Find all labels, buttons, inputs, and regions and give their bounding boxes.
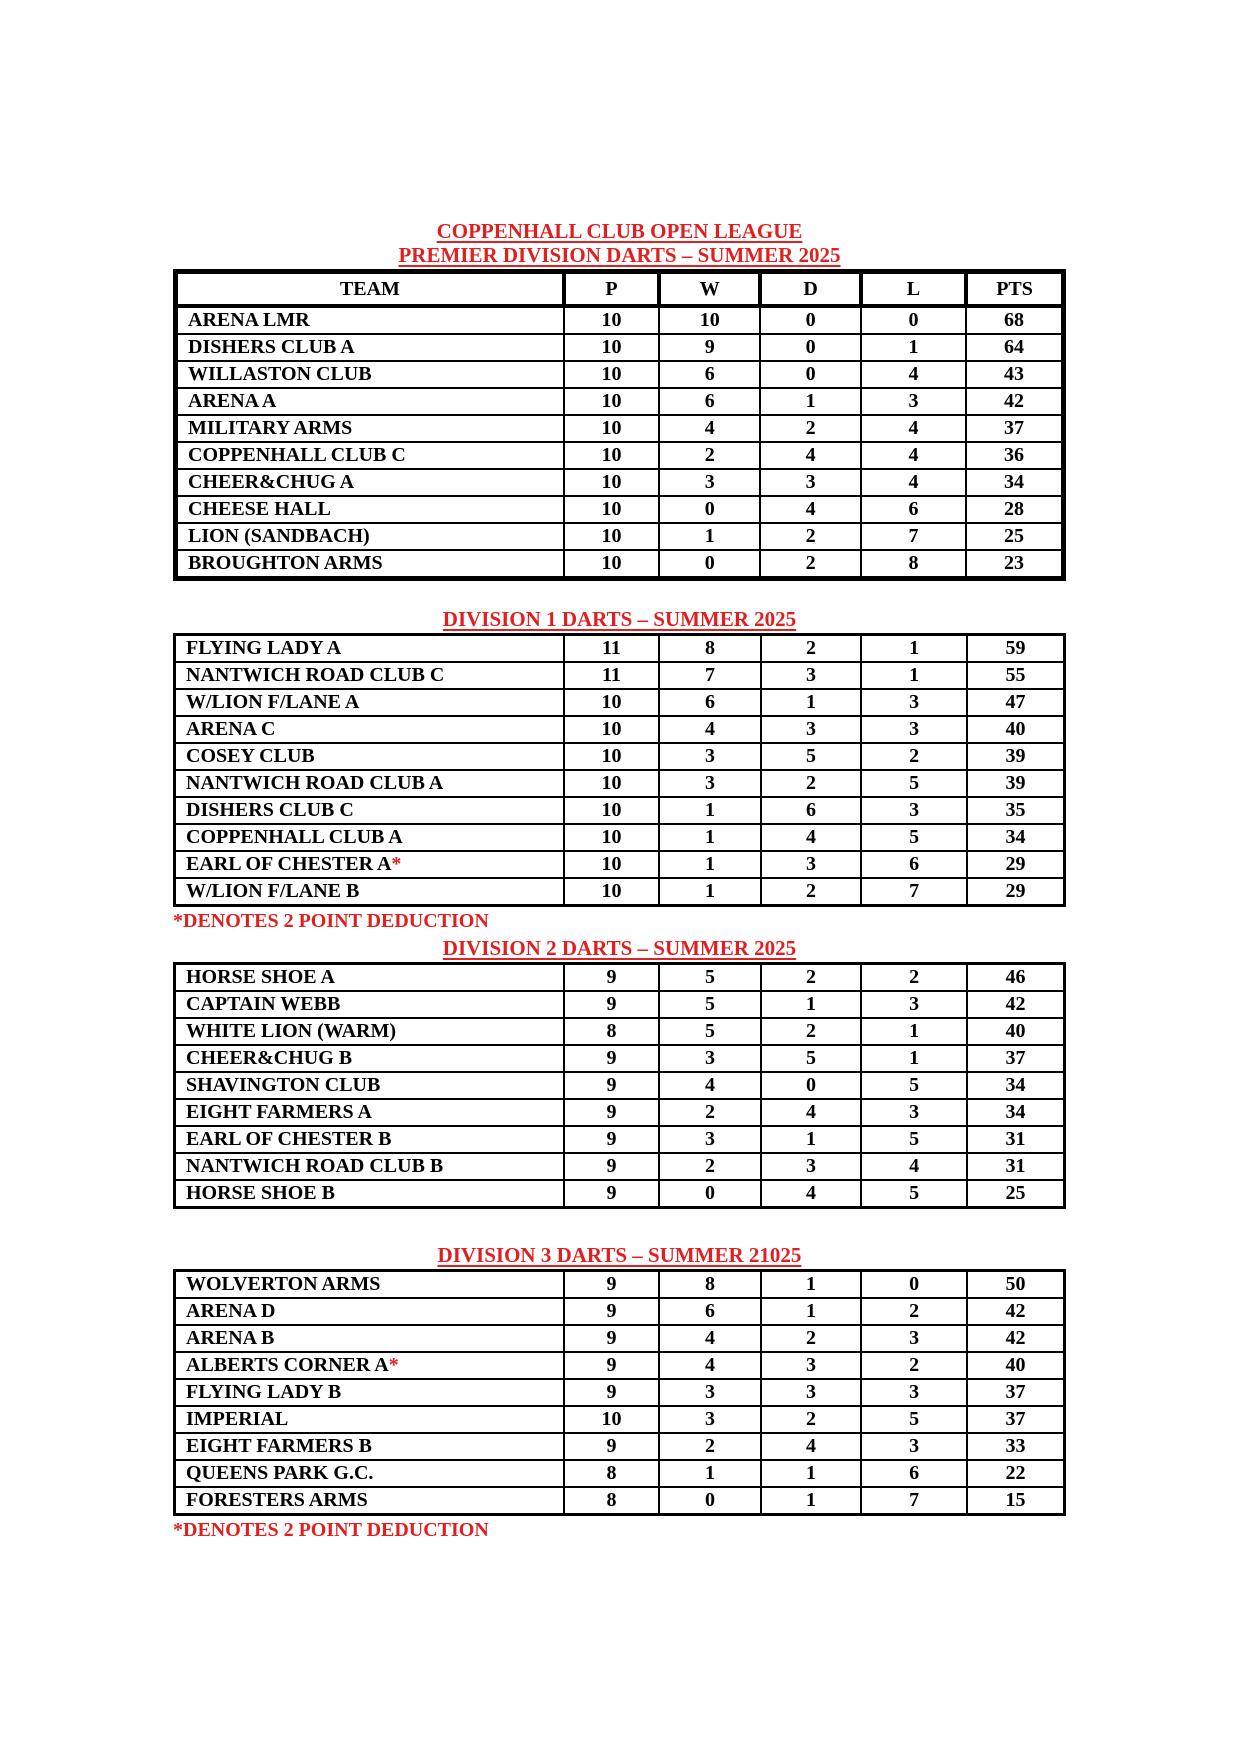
d-cell: 1 [761, 1487, 862, 1515]
d-cell: 1 [761, 1126, 862, 1153]
team-name-cell: ARENA D [175, 1298, 564, 1325]
pts-cell: 39 [967, 743, 1065, 770]
table-row [175, 743, 1065, 770]
d-cell: 0 [760, 361, 860, 388]
division-title: DIVISION 3 DARTS – SUMMER 21025 [437, 1243, 802, 1267]
pts-cell: 35 [967, 797, 1065, 824]
w-cell: 1 [659, 797, 761, 824]
team-name-cell: NANTWICH ROAD CLUB A [175, 770, 564, 797]
l-cell: 0 [861, 306, 966, 334]
pts-cell: 39 [967, 770, 1065, 797]
pts-cell: 22 [967, 1460, 1065, 1487]
deduction-footnote: *DENOTES 2 POINT DEDUCTION [173, 1519, 489, 1541]
d-cell: 3 [760, 469, 860, 496]
table-row [176, 415, 1064, 442]
p-cell: 10 [564, 415, 659, 442]
w-cell: 10 [659, 306, 760, 334]
w-cell: 3 [659, 1126, 761, 1153]
l-cell: 5 [861, 824, 967, 851]
w-cell: 1 [659, 523, 760, 550]
w-cell: 3 [659, 743, 761, 770]
w-cell: 0 [659, 1487, 761, 1515]
division-1 [173, 607, 1066, 932]
d-cell: 1 [761, 1460, 862, 1487]
d-cell: 1 [761, 689, 862, 716]
table-body [176, 306, 1064, 579]
w-cell: 5 [659, 964, 761, 992]
l-cell: 7 [861, 523, 966, 550]
table-row [175, 662, 1065, 689]
pts-cell: 68 [966, 306, 1063, 334]
team-name-cell: DISHERS CLUB C [175, 797, 564, 824]
column-header-p: P [564, 272, 659, 307]
team-name-cell: NANTWICH ROAD CLUB C [175, 662, 564, 689]
w-cell: 1 [659, 1460, 761, 1487]
p-cell: 11 [564, 662, 660, 689]
pts-cell: 40 [967, 1352, 1065, 1379]
w-cell: 9 [659, 334, 760, 361]
table-row [175, 1487, 1065, 1515]
column-header-w: W [659, 272, 760, 307]
w-cell: 0 [659, 496, 760, 523]
team-name-cell: CHEER&CHUG A [176, 469, 564, 496]
table-row [175, 1379, 1065, 1406]
pts-cell: 23 [966, 550, 1063, 579]
pts-cell: 55 [967, 662, 1065, 689]
p-cell: 10 [564, 1406, 660, 1433]
division-title: PREMIER DIVISION DARTS – SUMMER 2025 [398, 243, 841, 267]
d-cell: 6 [761, 797, 862, 824]
l-cell: 3 [861, 689, 967, 716]
d-cell: 3 [761, 662, 862, 689]
p-cell: 11 [564, 635, 660, 663]
l-cell: 5 [861, 1072, 967, 1099]
d-cell: 2 [761, 1406, 862, 1433]
d-cell: 2 [761, 635, 862, 663]
team-name-cell: ARENA C [175, 716, 564, 743]
table-body [175, 1271, 1065, 1515]
p-cell: 8 [564, 1460, 660, 1487]
d-cell: 3 [761, 1379, 862, 1406]
l-cell: 3 [861, 797, 967, 824]
p-cell: 9 [564, 1325, 660, 1352]
league-table [173, 269, 1066, 581]
deduction-footnote: *DENOTES 2 POINT DEDUCTION [173, 910, 489, 932]
l-cell: 1 [861, 1045, 967, 1072]
table-row [176, 442, 1064, 469]
d-cell: 2 [761, 770, 862, 797]
w-cell: 7 [659, 662, 761, 689]
pts-cell: 59 [967, 635, 1065, 663]
team-name-cell: WOLVERTON ARMS [175, 1271, 564, 1299]
table-row [175, 1271, 1065, 1299]
l-cell: 3 [861, 1379, 967, 1406]
pts-cell: 34 [967, 1072, 1065, 1099]
table-row [175, 770, 1065, 797]
team-name-cell: CHEER&CHUG B [175, 1045, 564, 1072]
d-cell: 4 [760, 496, 860, 523]
table-body [175, 635, 1065, 906]
division-2 [173, 936, 1066, 1209]
table-row [176, 361, 1064, 388]
table-body [175, 964, 1065, 1208]
d-cell: 3 [761, 716, 862, 743]
d-cell: 1 [761, 1271, 862, 1299]
l-cell: 4 [861, 415, 966, 442]
pts-cell: 42 [967, 1298, 1065, 1325]
d-cell: 2 [761, 1325, 862, 1352]
w-cell: 1 [659, 851, 761, 878]
team-name-cell: BROUGHTON ARMS [176, 550, 564, 579]
p-cell: 10 [564, 770, 660, 797]
pts-cell: 43 [966, 361, 1063, 388]
l-cell: 5 [861, 1406, 967, 1433]
team-name-cell: FLYING LADY B [175, 1379, 564, 1406]
l-cell: 4 [861, 469, 966, 496]
d-cell: 5 [761, 1045, 862, 1072]
p-cell: 10 [564, 689, 660, 716]
w-cell: 4 [659, 716, 761, 743]
p-cell: 9 [564, 991, 660, 1018]
p-cell: 10 [564, 388, 659, 415]
table-row [176, 306, 1064, 334]
header-row [176, 272, 1064, 307]
team-name-cell: EIGHT FARMERS A [175, 1099, 564, 1126]
p-cell: 10 [564, 306, 659, 334]
division-title: DIVISION 2 DARTS – SUMMER 2025 [442, 936, 797, 960]
p-cell: 9 [564, 1298, 660, 1325]
l-cell: 3 [861, 1433, 967, 1460]
team-name-cell: EARL OF CHESTER B [175, 1126, 564, 1153]
p-cell: 9 [564, 1433, 660, 1460]
team-name-cell: QUEENS PARK G.C. [175, 1460, 564, 1487]
l-cell: 4 [861, 442, 966, 469]
pts-cell: 28 [966, 496, 1063, 523]
team-name-cell: EIGHT FARMERS B [175, 1433, 564, 1460]
l-cell: 3 [861, 1099, 967, 1126]
pts-cell: 50 [967, 1271, 1065, 1299]
team-name-cell: WHITE LION (WARM) [175, 1018, 564, 1045]
pts-cell: 15 [967, 1487, 1065, 1515]
pts-cell: 37 [966, 415, 1063, 442]
p-cell: 9 [564, 1072, 660, 1099]
pts-cell: 25 [966, 523, 1063, 550]
team-name-cell: ARENA LMR [176, 306, 564, 334]
p-cell: 10 [564, 469, 659, 496]
d-cell: 3 [761, 851, 862, 878]
team-name-cell: ALBERTS CORNER A* [175, 1352, 564, 1379]
w-cell: 3 [659, 469, 760, 496]
p-cell: 8 [564, 1487, 660, 1515]
p-cell: 9 [564, 1045, 660, 1072]
w-cell: 5 [659, 991, 761, 1018]
pts-cell: 31 [967, 1126, 1065, 1153]
pts-cell: 34 [966, 469, 1063, 496]
pts-cell: 37 [967, 1045, 1065, 1072]
l-cell: 6 [861, 851, 967, 878]
w-cell: 1 [659, 878, 761, 906]
d-cell: 0 [760, 306, 860, 334]
d-cell: 0 [760, 334, 860, 361]
w-cell: 6 [659, 689, 761, 716]
league-title: COPPENHALL CLUB OPEN LEAGUE [436, 219, 803, 243]
l-cell: 5 [861, 1180, 967, 1208]
table-row [175, 797, 1065, 824]
p-cell: 10 [564, 824, 660, 851]
table-row [175, 1325, 1065, 1352]
d-cell: 2 [761, 964, 862, 992]
column-header-team: TEAM [176, 272, 564, 307]
document-content [173, 0, 1066, 1541]
w-cell: 3 [659, 1045, 761, 1072]
team-name-cell: HORSE SHOE B [175, 1180, 564, 1208]
division-title: DIVISION 1 DARTS – SUMMER 2025 [442, 607, 797, 631]
l-cell: 6 [861, 1460, 967, 1487]
table-row [175, 824, 1065, 851]
table-row [175, 1099, 1065, 1126]
w-cell: 6 [659, 1298, 761, 1325]
d-cell: 5 [761, 743, 862, 770]
w-cell: 8 [659, 1271, 761, 1299]
l-cell: 0 [861, 1271, 967, 1299]
w-cell: 6 [659, 361, 760, 388]
table-row [175, 991, 1065, 1018]
w-cell: 4 [659, 1352, 761, 1379]
league-table [173, 633, 1066, 907]
team-name-cell: COSEY CLUB [175, 743, 564, 770]
league-table [173, 962, 1066, 1209]
d-cell: 2 [761, 1018, 862, 1045]
table-row [175, 1406, 1065, 1433]
l-cell: 1 [861, 334, 966, 361]
division-0 [173, 243, 1066, 581]
p-cell: 10 [564, 851, 660, 878]
table-row [176, 334, 1064, 361]
w-cell: 2 [659, 442, 760, 469]
pts-cell: 34 [967, 1099, 1065, 1126]
d-cell: 4 [761, 1180, 862, 1208]
w-cell: 8 [659, 635, 761, 663]
table-row [176, 496, 1064, 523]
team-name-cell: CHEESE HALL [176, 496, 564, 523]
d-cell: 2 [760, 523, 860, 550]
table-row [176, 388, 1064, 415]
pts-cell: 37 [967, 1379, 1065, 1406]
d-cell: 1 [761, 991, 862, 1018]
l-cell: 1 [861, 662, 967, 689]
table-row [175, 878, 1065, 906]
p-cell: 9 [564, 1271, 660, 1299]
table-row [176, 523, 1064, 550]
p-cell: 9 [564, 1180, 660, 1208]
table-row [175, 1126, 1065, 1153]
p-cell: 10 [564, 442, 659, 469]
pts-cell: 36 [966, 442, 1063, 469]
w-cell: 0 [659, 550, 760, 579]
table-row [176, 469, 1064, 496]
w-cell: 3 [659, 1406, 761, 1433]
team-name-cell: IMPERIAL [175, 1406, 564, 1433]
w-cell: 4 [659, 1072, 761, 1099]
pts-cell: 42 [967, 1325, 1065, 1352]
table-row [175, 1352, 1065, 1379]
table-row [175, 1433, 1065, 1460]
w-cell: 6 [659, 388, 760, 415]
pts-cell: 40 [967, 1018, 1065, 1045]
d-cell: 2 [761, 878, 862, 906]
w-cell: 3 [659, 1379, 761, 1406]
p-cell: 10 [564, 716, 660, 743]
column-header-pts: PTS [966, 272, 1063, 307]
pts-cell: 25 [967, 1180, 1065, 1208]
w-cell: 2 [659, 1433, 761, 1460]
pts-cell: 37 [967, 1406, 1065, 1433]
pts-cell: 29 [967, 878, 1065, 906]
pts-cell: 34 [967, 824, 1065, 851]
l-cell: 3 [861, 1325, 967, 1352]
column-header-l: L [861, 272, 966, 307]
d-cell: 2 [760, 415, 860, 442]
team-name-cell: NANTWICH ROAD CLUB B [175, 1153, 564, 1180]
pts-cell: 64 [966, 334, 1063, 361]
table-row [175, 635, 1065, 663]
table-row [175, 1298, 1065, 1325]
division-3 [173, 1243, 1066, 1541]
pts-cell: 42 [967, 991, 1065, 1018]
team-name-cell: WILLASTON CLUB [176, 361, 564, 388]
table-row [175, 851, 1065, 878]
p-cell: 8 [564, 1018, 660, 1045]
p-cell: 10 [564, 523, 659, 550]
l-cell: 1 [861, 1018, 967, 1045]
w-cell: 1 [659, 824, 761, 851]
team-name-cell: CAPTAIN WEBB [175, 991, 564, 1018]
pts-cell: 42 [966, 388, 1063, 415]
l-cell: 3 [861, 716, 967, 743]
p-cell: 10 [564, 361, 659, 388]
p-cell: 10 [564, 550, 659, 579]
table-row [175, 1072, 1065, 1099]
table-row [175, 1018, 1065, 1045]
team-name-cell: HORSE SHOE A [175, 964, 564, 992]
d-cell: 0 [761, 1072, 862, 1099]
w-cell: 4 [659, 1325, 761, 1352]
l-cell: 5 [861, 770, 967, 797]
team-name-cell: COPPENHALL CLUB C [176, 442, 564, 469]
p-cell: 9 [564, 1099, 660, 1126]
p-cell: 10 [564, 743, 660, 770]
pts-cell: 46 [967, 964, 1065, 992]
team-name-cell: ARENA A [176, 388, 564, 415]
d-cell: 3 [761, 1153, 862, 1180]
d-cell: 3 [761, 1352, 862, 1379]
divisions-container [173, 243, 1066, 1541]
team-name-cell: MILITARY ARMS [176, 415, 564, 442]
p-cell: 10 [564, 878, 660, 906]
p-cell: 9 [564, 964, 660, 992]
d-cell: 4 [761, 1099, 862, 1126]
pts-cell: 40 [967, 716, 1065, 743]
table-row [175, 1460, 1065, 1487]
l-cell: 1 [861, 635, 967, 663]
pts-cell: 33 [967, 1433, 1065, 1460]
l-cell: 7 [861, 878, 967, 906]
l-cell: 3 [861, 388, 966, 415]
table-row [175, 689, 1065, 716]
p-cell: 9 [564, 1352, 660, 1379]
l-cell: 2 [861, 1352, 967, 1379]
team-name-cell: W/LION F/LANE B [175, 878, 564, 906]
w-cell: 2 [659, 1153, 761, 1180]
team-name-cell: COPPENHALL CLUB A [175, 824, 564, 851]
table-row [175, 716, 1065, 743]
p-cell: 9 [564, 1153, 660, 1180]
l-cell: 6 [861, 496, 966, 523]
l-cell: 2 [861, 964, 967, 992]
team-name-cell: ARENA B [175, 1325, 564, 1352]
team-name-cell: SHAVINGTON CLUB [175, 1072, 564, 1099]
p-cell: 10 [564, 334, 659, 361]
table-header [176, 272, 1064, 307]
w-cell: 5 [659, 1018, 761, 1045]
table-row [176, 550, 1064, 579]
l-cell: 2 [861, 743, 967, 770]
pts-cell: 47 [967, 689, 1065, 716]
p-cell: 9 [564, 1126, 660, 1153]
w-cell: 3 [659, 770, 761, 797]
l-cell: 3 [861, 991, 967, 1018]
p-cell: 9 [564, 1379, 660, 1406]
d-cell: 4 [761, 1433, 862, 1460]
column-header-d: D [760, 272, 860, 307]
deduction-asterisk: * [388, 1354, 399, 1376]
l-cell: 4 [861, 1153, 967, 1180]
table-row [175, 964, 1065, 992]
w-cell: 0 [659, 1180, 761, 1208]
team-name-cell: FORESTERS ARMS [175, 1487, 564, 1515]
team-name-cell: W/LION F/LANE A [175, 689, 564, 716]
p-cell: 10 [564, 496, 659, 523]
table-row [175, 1153, 1065, 1180]
team-name-cell: FLYING LADY A [175, 635, 564, 663]
league-table [173, 1269, 1066, 1516]
d-cell: 4 [760, 442, 860, 469]
d-cell: 1 [760, 388, 860, 415]
l-cell: 8 [861, 550, 966, 579]
table-row [175, 1045, 1065, 1072]
d-cell: 2 [760, 550, 860, 579]
team-name-cell: LION (SANDBACH) [176, 523, 564, 550]
l-cell: 2 [861, 1298, 967, 1325]
pts-cell: 29 [967, 851, 1065, 878]
pts-cell: 31 [967, 1153, 1065, 1180]
d-cell: 4 [761, 824, 862, 851]
team-name-cell: DISHERS CLUB A [176, 334, 564, 361]
d-cell: 1 [761, 1298, 862, 1325]
deduction-asterisk: * [391, 853, 402, 875]
w-cell: 4 [659, 415, 760, 442]
table-row [175, 1180, 1065, 1208]
l-cell: 5 [861, 1126, 967, 1153]
l-cell: 7 [861, 1487, 967, 1515]
team-name-cell: EARL OF CHESTER A* [175, 851, 564, 878]
l-cell: 4 [861, 361, 966, 388]
p-cell: 10 [564, 797, 660, 824]
w-cell: 2 [659, 1099, 761, 1126]
